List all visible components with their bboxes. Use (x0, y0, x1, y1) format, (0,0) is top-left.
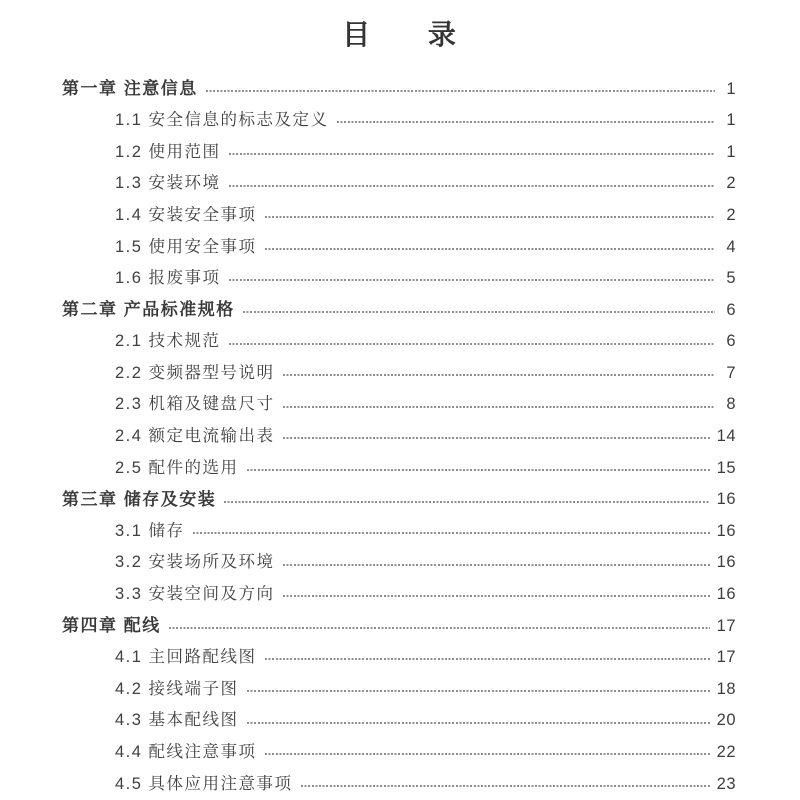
dot-leader (247, 690, 710, 692)
toc-entry-label: 2.3 机箱及键盘尺寸 (115, 395, 275, 414)
toc-entry (62, 168, 736, 200)
toc-entry-page: 5 (726, 269, 736, 288)
toc-entry (62, 263, 736, 295)
toc-entry-page: 1 (726, 142, 736, 161)
toc-entry (62, 73, 736, 105)
toc-list (0, 73, 800, 800)
toc-entry-page: 2 (726, 174, 736, 193)
dot-leader (283, 406, 715, 408)
toc-entry (62, 515, 736, 547)
dot-leader (247, 722, 710, 724)
toc-entry-label: 2.2 变频器型号说明 (115, 363, 275, 382)
toc-entry (62, 452, 736, 484)
toc-entry-label: 第四章 配线 (62, 616, 161, 636)
dot-leader (337, 121, 715, 123)
dot-leader (229, 343, 715, 345)
toc-entry-label: 第三章 储存及安装 (62, 490, 217, 510)
dot-leader (265, 216, 715, 218)
toc-entry-label: 4.4 配线注意事项 (115, 743, 257, 762)
toc-entry (62, 357, 736, 389)
toc-entry-label: 3.1 储存 (115, 521, 185, 540)
toc-entry-page: 6 (726, 332, 736, 351)
toc-entry-page: 23 (716, 774, 736, 793)
toc-entry (62, 547, 736, 579)
toc-entry (62, 421, 736, 453)
toc-entry-label: 1.2 使用范围 (115, 142, 221, 161)
toc-entry-page: 16 (716, 490, 736, 509)
toc-entry-page: 1 (726, 79, 736, 98)
toc-entry-label: 2.4 额定电流输出表 (115, 427, 275, 446)
dot-leader (283, 374, 715, 376)
dot-leader (193, 532, 710, 534)
toc-entry-page: 8 (726, 395, 736, 414)
toc-entry-page: 17 (716, 616, 736, 635)
toc-entry-page: 14 (716, 427, 736, 446)
toc-entry-label: 4.1 主回路配线图 (115, 648, 257, 667)
toc-entry (62, 673, 736, 705)
dot-leader (283, 437, 710, 439)
toc-entry-page: 15 (716, 458, 736, 477)
toc-entry-label: 第二章 产品标准规格 (62, 300, 235, 320)
dot-leader (265, 753, 710, 755)
toc-entry (62, 105, 736, 137)
dot-leader (283, 564, 710, 566)
toc-entry-page: 16 (716, 553, 736, 572)
toc-entry-page: 2 (726, 205, 736, 224)
dot-leader (243, 311, 715, 313)
dot-leader (169, 627, 710, 629)
toc-entry (62, 389, 736, 421)
toc-entry-page: 7 (726, 363, 736, 382)
toc-entry-page: 1 (726, 111, 736, 130)
toc-entry-page: 17 (716, 648, 736, 667)
toc-entry (62, 326, 736, 358)
toc-entry-label: 4.2 接线端子图 (115, 679, 239, 698)
toc-entry (62, 484, 736, 516)
toc-entry-label: 3.2 安装场所及环境 (115, 553, 275, 572)
dot-leader (265, 658, 710, 660)
toc-entry-page: 16 (716, 521, 736, 540)
toc-entry-page: 16 (716, 585, 736, 604)
toc-entry-page: 22 (716, 743, 736, 762)
dot-leader (229, 185, 715, 187)
toc-entry (62, 705, 736, 737)
dot-leader (224, 501, 709, 503)
toc-entry-label: 2.5 配件的选用 (115, 458, 239, 477)
toc-entry-page: 20 (716, 711, 736, 730)
toc-entry (62, 231, 736, 263)
toc-entry (62, 294, 736, 326)
toc-entry (62, 642, 736, 674)
toc-entry-page: 4 (726, 237, 736, 256)
dot-leader (247, 469, 710, 471)
toc-entry (62, 736, 736, 768)
dot-leader (229, 279, 715, 281)
toc-entry (62, 768, 736, 800)
toc-entry-page: 6 (726, 300, 736, 319)
toc-entry-page: 18 (716, 679, 736, 698)
toc-entry-label: 1.1 安全信息的标志及定义 (115, 111, 329, 130)
toc-entry (62, 136, 736, 168)
dot-leader (265, 248, 715, 250)
dot-leader (283, 595, 710, 597)
toc-entry-label: 1.5 使用安全事项 (115, 237, 257, 256)
toc-entry-label: 4.5 具体应用注意事项 (115, 774, 293, 793)
toc-entry (62, 579, 736, 611)
toc-entry-label: 4.3 基本配线图 (115, 711, 239, 730)
toc-entry-label: 1.3 安装环境 (115, 174, 221, 193)
dot-leader (301, 785, 710, 787)
toc-entry-label: 1.4 安装安全事项 (115, 205, 257, 224)
dot-leader (229, 153, 715, 155)
dot-leader (206, 90, 715, 92)
toc-entry-label: 2.1 技术规范 (115, 332, 221, 351)
toc-entry-label: 3.3 安装空间及方向 (115, 585, 275, 604)
toc-entry (62, 199, 736, 231)
toc-entry (62, 610, 736, 642)
toc-entry-label: 1.6 报废事项 (115, 269, 221, 288)
toc-entry-label: 第一章 注意信息 (62, 79, 198, 99)
toc-title: 目 录 (342, 19, 458, 50)
